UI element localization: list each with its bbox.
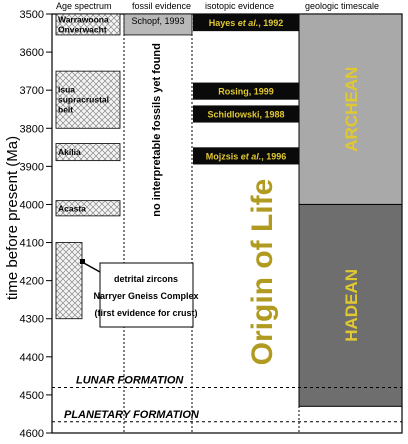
- y-tick-label: 3900: [19, 161, 44, 174]
- y-tick-label: 4300: [19, 313, 44, 326]
- y-tick-label: 4400: [19, 351, 44, 364]
- y-tick-label: 3700: [19, 85, 44, 98]
- age-spectrum-label: Acasta: [58, 203, 86, 214]
- y-tick-label: 3800: [19, 123, 44, 136]
- age-spectrum-label: Warrawoona: [58, 14, 109, 25]
- event-label: LUNAR FORMATION: [76, 374, 184, 387]
- zircon-note-line-2: Narryer Gneiss Complex: [93, 291, 199, 301]
- geologic-eons: [299, 14, 402, 406]
- y-axis-ticks: [20, 9, 52, 439]
- age-spectrum-label: supracrustal: [58, 94, 110, 105]
- isotopic-evidence-label: Hayes et al., 1992: [208, 18, 284, 29]
- header-age-spectrum: Age spectrum: [56, 1, 112, 11]
- age-spectrum-label: belt: [58, 104, 74, 115]
- age-spectrum-label: Isua: [58, 84, 76, 95]
- age-spectrum-label: Onverwacht: [58, 24, 107, 35]
- age-spectrum-box: [56, 243, 82, 319]
- fossil-evidence: [124, 14, 192, 35]
- header-isotopic-evidence: isotopic evidence: [205, 1, 275, 11]
- zircon-note-line-3: (first evidence for crust): [94, 308, 198, 318]
- y-tick-label: 4200: [19, 275, 44, 288]
- isotopic-evidence-label: Rosing, 1999: [218, 86, 274, 97]
- y-tick-label: 4000: [19, 199, 44, 212]
- y-axis-label: time before present (Ma): [4, 135, 21, 301]
- isotopic-evidence-label: Schidlowski, 1988: [207, 109, 285, 120]
- zircon-note-line-1: detrital zircons: [113, 274, 179, 284]
- y-tick-label: 4500: [19, 389, 44, 402]
- header-fossil-evidence: fossil evidence: [132, 1, 192, 11]
- y-tick-label: 4100: [19, 237, 44, 250]
- isotopic-evidence-boxes: [193, 14, 299, 164]
- origin-of-life-label: Origin of Life: [246, 178, 279, 366]
- eon-label-archean: ARCHEAN: [342, 66, 361, 152]
- eon-label-hadean: HADEAN: [342, 269, 361, 342]
- schopf-label: Schopf, 1993: [131, 16, 185, 26]
- y-tick-label: 3600: [19, 47, 44, 60]
- y-tick-label: 3500: [19, 9, 44, 21]
- age-spectrum-label: Akilia: [58, 147, 81, 158]
- isotopic-evidence-label: Mojzsis et al., 1996: [205, 151, 287, 162]
- fossil-note: no interpretable fossils yet found: [151, 43, 163, 217]
- zircon-pointer-marker: [80, 259, 85, 264]
- header-geologic-timescale: geologic timescale: [305, 1, 380, 11]
- y-tick-label: 4600: [19, 428, 44, 439]
- event-label: PLANETARY FORMATION: [64, 408, 199, 421]
